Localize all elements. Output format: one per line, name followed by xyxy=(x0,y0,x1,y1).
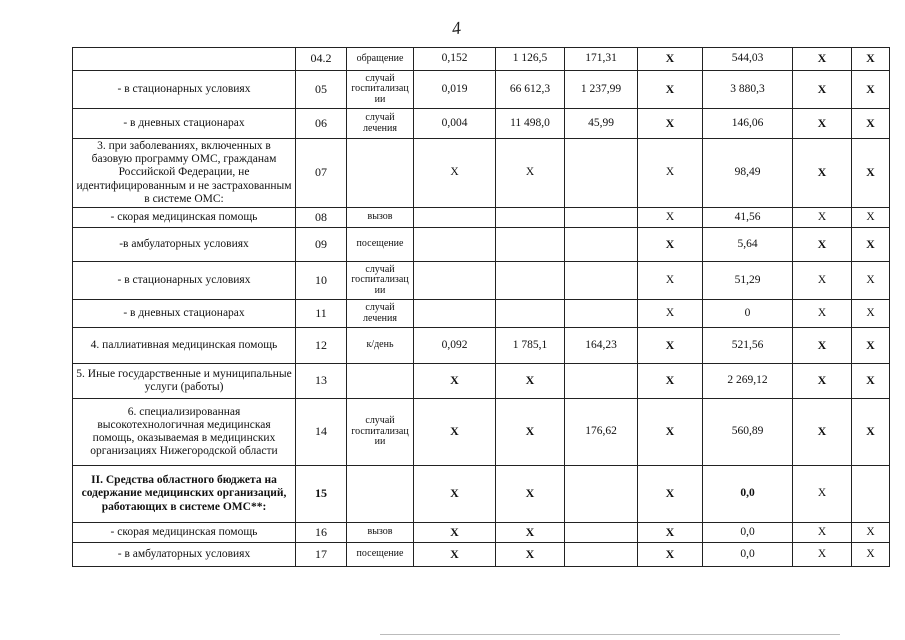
row-value-3 xyxy=(565,466,638,523)
row-mark-1: X xyxy=(638,399,703,466)
row-name: - в дневных стационарах xyxy=(73,109,296,139)
row-unit xyxy=(347,466,414,523)
row-mark-2: X xyxy=(793,523,852,543)
row-mark-1: X xyxy=(638,543,703,567)
row-mark-1: X xyxy=(638,523,703,543)
row-mark-3: X xyxy=(852,48,890,71)
row-value-3 xyxy=(565,543,638,567)
row-value-1: 0,152 xyxy=(414,48,496,71)
table-row xyxy=(73,48,890,71)
row-mark-2: X xyxy=(793,71,852,109)
row-value-3: 1 237,99 xyxy=(565,71,638,109)
row-mark-2: X xyxy=(793,328,852,364)
row-mark-2: X xyxy=(793,399,852,466)
table-row xyxy=(73,228,890,262)
row-mark-3: X xyxy=(852,71,890,109)
row-value-4: 0,0 xyxy=(703,523,793,543)
row-value-1 xyxy=(414,228,496,262)
table-row xyxy=(73,466,890,523)
row-code: 06 xyxy=(296,109,347,139)
row-value-2 xyxy=(496,262,565,300)
row-value-4: 0 xyxy=(703,300,793,328)
page-number: 4 xyxy=(450,17,463,39)
row-code: 10 xyxy=(296,262,347,300)
row-value-2: X xyxy=(496,466,565,523)
row-name: II. Средства областного бюджета на содержание медицинских организаций, работающих в системе ОМС**: xyxy=(73,466,296,523)
row-name xyxy=(73,48,296,71)
row-value-3: 176,62 xyxy=(565,399,638,466)
row-value-2: 66 612,3 xyxy=(496,71,565,109)
row-value-1: X xyxy=(414,364,496,399)
table-row xyxy=(73,328,890,364)
row-value-4: 0,0 xyxy=(703,466,793,523)
row-mark-3 xyxy=(852,466,890,523)
row-unit: случай лечения xyxy=(347,300,414,328)
row-name: - в стационарных условиях xyxy=(73,262,296,300)
row-unit: случай госпитализац ии xyxy=(347,262,414,300)
financing-table xyxy=(72,47,890,567)
row-value-4: 3 880,3 xyxy=(703,71,793,109)
row-unit: посещение xyxy=(347,228,414,262)
row-value-1: 0,092 xyxy=(414,328,496,364)
row-value-4: 146,06 xyxy=(703,109,793,139)
row-mark-3: X xyxy=(852,300,890,328)
row-mark-2: X xyxy=(793,109,852,139)
row-value-2 xyxy=(496,208,565,228)
row-value-4: 560,89 xyxy=(703,399,793,466)
table-row xyxy=(73,543,890,567)
row-name: - в амбулаторных условиях xyxy=(73,543,296,567)
row-value-1: X xyxy=(414,139,496,208)
row-name: - в стационарных условиях xyxy=(73,71,296,109)
row-mark-1: X xyxy=(638,139,703,208)
row-name: 4. паллиативная медицинская помощь xyxy=(73,328,296,364)
table-row xyxy=(73,523,890,543)
row-mark-1: X xyxy=(638,109,703,139)
row-value-1: 0,019 xyxy=(414,71,496,109)
row-value-2: X xyxy=(496,364,565,399)
row-mark-1: X xyxy=(638,466,703,523)
row-value-2: 1 126,5 xyxy=(496,48,565,71)
row-code: 16 xyxy=(296,523,347,543)
row-value-2: 11 498,0 xyxy=(496,109,565,139)
row-value-2: X xyxy=(496,523,565,543)
row-mark-3: X xyxy=(852,228,890,262)
row-mark-2: X xyxy=(793,543,852,567)
row-mark-1: X xyxy=(638,328,703,364)
row-name: 3. при заболеваниях, включенных в базовую программу ОМС, гражданам Российской Федерации, не идентифицированным и не застрахованным в системе ОМС: xyxy=(73,139,296,208)
row-value-2: X xyxy=(496,543,565,567)
table-body xyxy=(73,48,890,567)
row-value-3 xyxy=(565,228,638,262)
row-code: 14 xyxy=(296,399,347,466)
row-mark-3: X xyxy=(852,208,890,228)
row-mark-3: X xyxy=(852,109,890,139)
row-mark-1: X xyxy=(638,300,703,328)
row-mark-1: X xyxy=(638,262,703,300)
row-unit: к/день xyxy=(347,328,414,364)
table-row xyxy=(73,139,890,208)
row-mark-3: X xyxy=(852,328,890,364)
row-mark-3: X xyxy=(852,364,890,399)
row-mark-3: X xyxy=(852,523,890,543)
row-code: 09 xyxy=(296,228,347,262)
row-unit xyxy=(347,139,414,208)
row-unit: случай госпитализац ии xyxy=(347,399,414,466)
row-value-4: 98,49 xyxy=(703,139,793,208)
row-mark-1: X xyxy=(638,228,703,262)
row-code: 15 xyxy=(296,466,347,523)
row-value-3 xyxy=(565,364,638,399)
row-unit: посещение xyxy=(347,543,414,567)
table-row xyxy=(73,300,890,328)
row-mark-2: X xyxy=(793,208,852,228)
row-name: 5. Иные государственные и муниципальные услуги (работы) xyxy=(73,364,296,399)
table-row xyxy=(73,208,890,228)
row-mark-3: X xyxy=(852,262,890,300)
row-code: 11 xyxy=(296,300,347,328)
row-mark-3: X xyxy=(852,399,890,466)
row-value-1 xyxy=(414,208,496,228)
row-value-4: 544,03 xyxy=(703,48,793,71)
row-mark-3: X xyxy=(852,543,890,567)
row-value-1 xyxy=(414,262,496,300)
row-mark-1: X xyxy=(638,208,703,228)
row-value-3 xyxy=(565,208,638,228)
table-row xyxy=(73,109,890,139)
row-value-2 xyxy=(496,228,565,262)
row-name: - скорая медицинская помощь xyxy=(73,208,296,228)
row-value-4: 521,56 xyxy=(703,328,793,364)
row-code: 13 xyxy=(296,364,347,399)
row-value-4: 41,56 xyxy=(703,208,793,228)
table-row xyxy=(73,71,890,109)
row-value-1: X xyxy=(414,466,496,523)
row-value-1 xyxy=(414,300,496,328)
row-code: 12 xyxy=(296,328,347,364)
row-code: 17 xyxy=(296,543,347,567)
row-unit: обращение xyxy=(347,48,414,71)
row-unit: случай госпитализац ии xyxy=(347,71,414,109)
table-row xyxy=(73,364,890,399)
row-value-3: 45,99 xyxy=(565,109,638,139)
row-unit: случай лечения xyxy=(347,109,414,139)
row-value-4: 0,0 xyxy=(703,543,793,567)
row-name: - в дневных стационарах xyxy=(73,300,296,328)
row-name: 6. специализированная высокотехнологичная медицинская помощь, оказываемая в медицинских организациях Нижегородской области xyxy=(73,399,296,466)
row-value-3 xyxy=(565,523,638,543)
row-unit: вызов xyxy=(347,208,414,228)
table-row xyxy=(73,399,890,466)
row-code: 07 xyxy=(296,139,347,208)
row-value-3: 171,31 xyxy=(565,48,638,71)
row-value-4: 2 269,12 xyxy=(703,364,793,399)
row-mark-2: X xyxy=(793,139,852,208)
row-mark-2: X xyxy=(793,262,852,300)
row-value-2: X xyxy=(496,139,565,208)
row-mark-2: X xyxy=(793,228,852,262)
scan-artifact-line xyxy=(380,634,840,635)
row-mark-3: X xyxy=(852,139,890,208)
row-value-2: 1 785,1 xyxy=(496,328,565,364)
row-value-1: 0,004 xyxy=(414,109,496,139)
row-code: 05 xyxy=(296,71,347,109)
row-mark-1: X xyxy=(638,364,703,399)
row-mark-1: X xyxy=(638,71,703,109)
row-mark-2: X xyxy=(793,48,852,71)
row-code: 04.2 xyxy=(296,48,347,71)
row-value-3: 164,23 xyxy=(565,328,638,364)
row-value-2: X xyxy=(496,399,565,466)
row-code: 08 xyxy=(296,208,347,228)
row-mark-2: X xyxy=(793,364,852,399)
row-value-1: X xyxy=(414,523,496,543)
row-value-1: X xyxy=(414,399,496,466)
row-value-3 xyxy=(565,139,638,208)
row-name: -в амбулаторных условиях xyxy=(73,228,296,262)
row-mark-2: X xyxy=(793,466,852,523)
row-value-2 xyxy=(496,300,565,328)
row-value-4: 5,64 xyxy=(703,228,793,262)
row-unit: вызов xyxy=(347,523,414,543)
row-mark-1: X xyxy=(638,48,703,71)
row-name: - скорая медицинская помощь xyxy=(73,523,296,543)
row-value-3 xyxy=(565,300,638,328)
row-value-3 xyxy=(565,262,638,300)
row-value-1: X xyxy=(414,543,496,567)
row-value-4: 51,29 xyxy=(703,262,793,300)
row-mark-2: X xyxy=(793,300,852,328)
table-row xyxy=(73,262,890,300)
row-unit xyxy=(347,364,414,399)
